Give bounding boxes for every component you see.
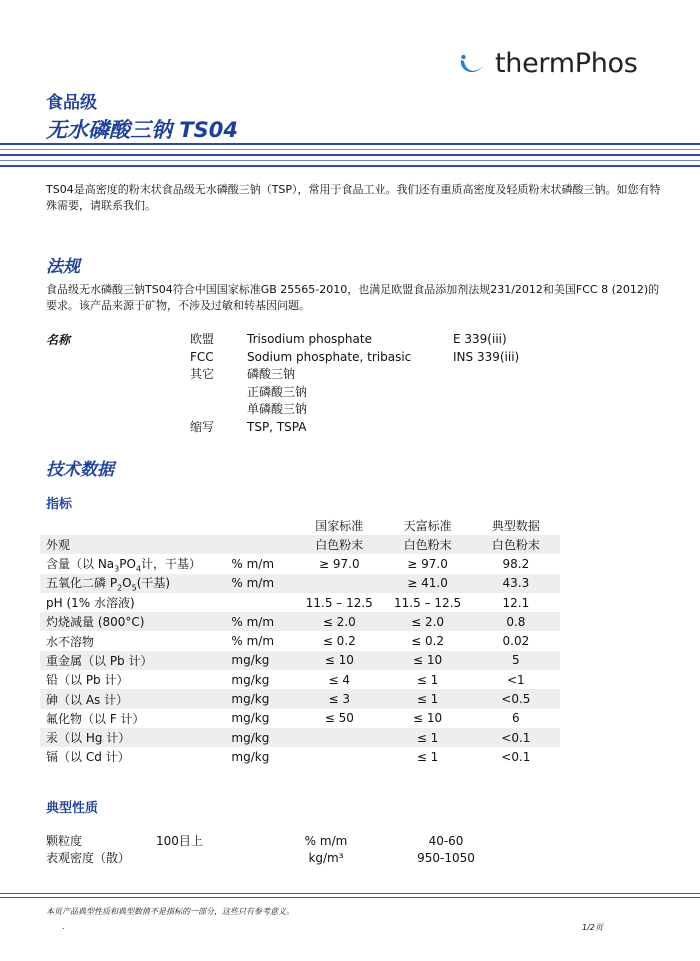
name-key: 欧盟 bbox=[190, 332, 215, 346]
thermphos-logo bbox=[455, 38, 638, 88]
spec-national: ≤ 3 bbox=[328, 692, 351, 707]
typical-table bbox=[46, 833, 506, 867]
spec-name: pH (1% 水溶液) bbox=[46, 596, 135, 611]
spec-typical: 6 bbox=[512, 711, 520, 726]
spec-national: ≤ 2.0 bbox=[322, 614, 356, 629]
product-title: 无水磷酸三钠 TS04 bbox=[46, 118, 238, 142]
spec-unit: mg/kg bbox=[231, 730, 270, 745]
spec-typical: <0.1 bbox=[501, 730, 531, 745]
typical-unit: % m/m bbox=[304, 834, 348, 848]
intro-paragraph: TS04是高密度的粉末状食品级无水磷酸三钠（TSP），常用于食品工业。我们还有重质高密度及轻质粉末状磷酸三钠。如您有特殊需要，请联系我们。 bbox=[46, 183, 661, 212]
product-grade: 食品级 bbox=[46, 93, 97, 113]
spec-row bbox=[40, 593, 560, 612]
typical-row bbox=[46, 833, 506, 850]
names-list bbox=[190, 331, 573, 436]
spec-typical: <1 bbox=[507, 672, 525, 687]
spec-name: 含量（以 $Na_3PO_4$计，干基） bbox=[46, 556, 202, 574]
spec-tianfu: 白色粉末 bbox=[403, 538, 452, 553]
spec-national: ≤ 4 bbox=[328, 672, 351, 687]
spec-table bbox=[40, 515, 560, 767]
spec-typical: 43.3 bbox=[502, 576, 530, 591]
spec-row bbox=[40, 612, 560, 631]
name-value: 单磷酸三钠 bbox=[247, 402, 308, 416]
spec-name: 水不溶物 bbox=[46, 634, 95, 649]
spec-row bbox=[40, 670, 560, 689]
spec-tianfu: ≤ 1 bbox=[416, 672, 439, 687]
spec-typical: 5 bbox=[512, 653, 520, 668]
regulation-heading: 法规 bbox=[46, 257, 80, 277]
spec-national: ≤ 0.2 bbox=[322, 634, 356, 649]
name-value: Sodium phosphate, tribasic bbox=[247, 349, 412, 364]
footer-rules bbox=[0, 893, 700, 901]
spec-name: 外观 bbox=[46, 538, 71, 553]
spec-name: 五氧化二磷 $P_2O_5$(干基) bbox=[46, 576, 171, 593]
typical-row bbox=[46, 850, 506, 867]
spec-national: 白色粉末 bbox=[315, 538, 364, 553]
spec-name: 氟化物（以 F 计） bbox=[46, 711, 145, 726]
footnote: 本页产品典型性质和典型数值不是指标的一部分，这些只有参考意义。 bbox=[46, 907, 294, 916]
name-code bbox=[453, 384, 573, 402]
typical-name: 表观密度（散） bbox=[46, 851, 131, 865]
spec-name: 汞（以 Hg 计） bbox=[46, 731, 131, 746]
spec-national: ≥ 97.0 bbox=[319, 556, 360, 571]
spec-row bbox=[40, 574, 560, 593]
tech-heading: 技术数据 bbox=[46, 460, 114, 480]
spec-unit: % m/m bbox=[231, 576, 275, 591]
name-key: 缩写 bbox=[190, 419, 215, 434]
spec-unit: mg/kg bbox=[231, 692, 270, 707]
spec-typical: <0.1 bbox=[501, 749, 531, 764]
name-value: TSP, TSPA bbox=[247, 419, 307, 434]
spec-unit: mg/kg bbox=[231, 672, 270, 687]
spec-unit: % m/m bbox=[231, 634, 275, 649]
spec-tianfu: ≤ 1 bbox=[416, 692, 439, 707]
typical-heading: 典型性质 bbox=[46, 801, 99, 816]
spec-national: 11.5 – 12.5 bbox=[305, 595, 373, 610]
name-row bbox=[190, 366, 573, 384]
spec-row bbox=[40, 689, 560, 708]
spec-unit: % m/m bbox=[231, 556, 275, 571]
col-typical: 典型数据 bbox=[491, 518, 540, 533]
name-value: 磷酸三钠 bbox=[247, 367, 296, 381]
spec-name: 砷（以 As 计） bbox=[46, 692, 129, 707]
spec-typical: 0.02 bbox=[502, 634, 530, 649]
spec-tianfu: ≤ 0.2 bbox=[411, 634, 445, 649]
spec-tianfu: ≥ 97.0 bbox=[407, 556, 448, 571]
typical-unit: kg/m³ bbox=[308, 851, 344, 865]
spec-unit: % m/m bbox=[231, 614, 275, 629]
typical-cond bbox=[156, 850, 266, 867]
name-key bbox=[190, 401, 247, 419]
names-label: 名称 bbox=[46, 333, 71, 347]
logo-swoosh-icon bbox=[455, 46, 489, 80]
spec-name: 镉（以 Cd 计） bbox=[46, 750, 130, 765]
spec-tianfu: ≤ 1 bbox=[416, 730, 439, 745]
name-key: FCC bbox=[190, 349, 214, 364]
spec-row bbox=[40, 709, 560, 728]
name-key: 其它 bbox=[190, 367, 215, 381]
spec-name: 重金属（以 Pb 计） bbox=[46, 653, 153, 668]
regulation-text: 食品级无水磷酸三钠TS04符合中国国家标准GB 25565-2010，也满足欧盟食品添加剂法规231/2012和美国FCC 8 (2012)的要求。该产品来源于矿物，不涉及过敏和转基因问题。 bbox=[46, 283, 660, 312]
spec-name: 灼烧减量 (800°C) bbox=[46, 615, 145, 630]
name-code: INS 339(iii) bbox=[453, 349, 520, 364]
name-code bbox=[453, 419, 573, 437]
spec-unit: mg/kg bbox=[231, 711, 270, 726]
spec-typical: 0.8 bbox=[506, 614, 526, 629]
name-row bbox=[190, 331, 573, 349]
spec-name: 铅（以 Pb 计） bbox=[46, 673, 129, 688]
header-rules bbox=[0, 143, 700, 171]
spec-heading: 指标 bbox=[46, 497, 73, 512]
name-key bbox=[190, 384, 247, 402]
typical-cond: 100目上 bbox=[156, 834, 203, 848]
name-value: 正磷酸三钠 bbox=[247, 384, 308, 399]
typical-name: 颗粒度 bbox=[46, 834, 83, 848]
spec-typical: <0.5 bbox=[501, 692, 531, 707]
spec-row bbox=[40, 631, 560, 650]
name-code bbox=[453, 401, 573, 419]
spec-header-row bbox=[40, 515, 560, 535]
name-code bbox=[453, 366, 573, 384]
name-row bbox=[190, 384, 573, 402]
spec-typical: 12.1 bbox=[502, 595, 530, 610]
page-number: 1/2页 bbox=[582, 923, 603, 932]
spec-row bbox=[40, 747, 560, 766]
spec-national: ≤ 10 bbox=[324, 653, 354, 668]
spec-tianfu: 11.5 – 12.5 bbox=[394, 595, 462, 610]
spec-row bbox=[40, 728, 560, 747]
spec-unit: mg/kg bbox=[231, 653, 270, 668]
spec-tianfu: ≤ 2.0 bbox=[411, 614, 445, 629]
spec-unit: mg/kg bbox=[231, 749, 270, 764]
spec-typical: 白色粉末 bbox=[491, 538, 540, 553]
spec-tianfu: ≤ 1 bbox=[416, 749, 439, 764]
spec-row bbox=[40, 535, 560, 554]
spec-row bbox=[40, 554, 560, 573]
name-row bbox=[190, 419, 573, 437]
footer-dot: . bbox=[62, 922, 65, 931]
spec-tianfu: ≥ 41.0 bbox=[407, 576, 448, 591]
col-national: 国家标准 bbox=[315, 518, 364, 533]
spec-national: ≤ 50 bbox=[324, 711, 354, 726]
name-row bbox=[190, 349, 573, 367]
typical-value: 40-60 bbox=[428, 834, 464, 848]
spec-row bbox=[40, 651, 560, 670]
brand-name: thermPhos bbox=[495, 47, 638, 79]
spec-tianfu: ≤ 10 bbox=[413, 653, 443, 668]
spec-typical: 98.2 bbox=[502, 556, 530, 571]
col-tianfu: 天富标准 bbox=[403, 518, 452, 533]
spec-tianfu: ≤ 10 bbox=[413, 711, 443, 726]
name-row bbox=[190, 401, 573, 419]
typical-value: 950-1050 bbox=[417, 851, 475, 865]
name-value: Trisodium phosphate bbox=[247, 332, 372, 346]
name-code: E 339(iii) bbox=[453, 332, 507, 346]
